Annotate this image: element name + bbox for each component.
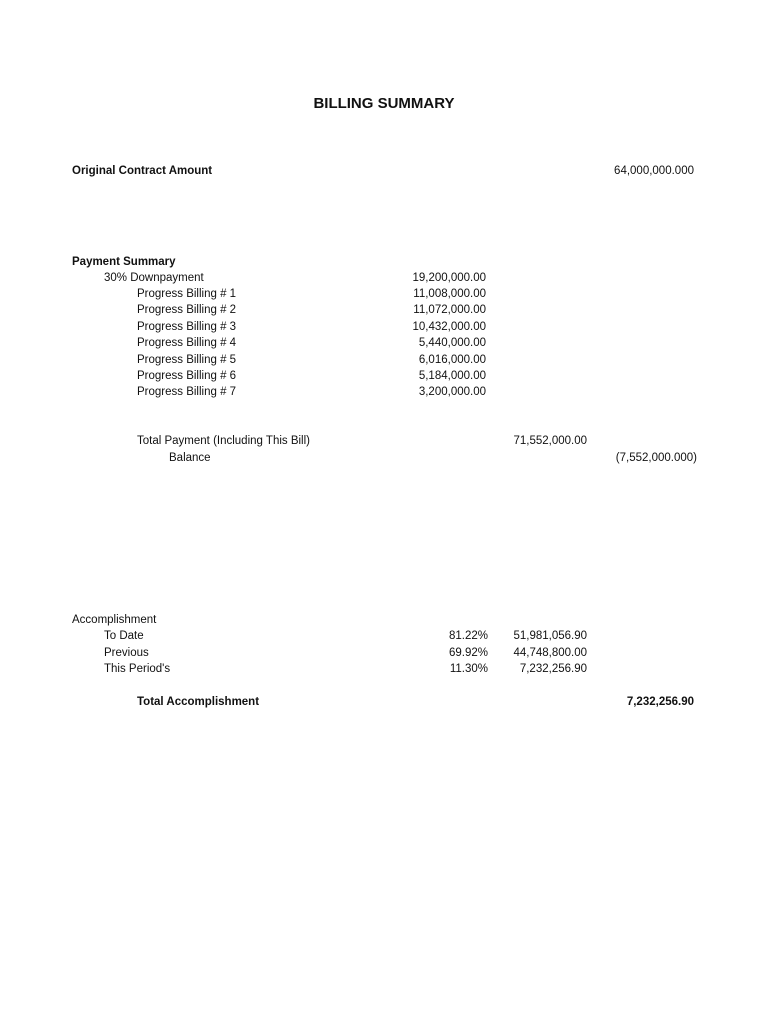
progress-billing-label: Progress Billing # 7 bbox=[137, 386, 237, 398]
total-payment-amount: 71,552,000.00 bbox=[513, 435, 587, 447]
progress-billing-label: Progress Billing # 3 bbox=[137, 321, 237, 333]
progress-billing-label: Progress Billing # 5 bbox=[137, 354, 237, 366]
progress-billing-label: Progress Billing # 4 bbox=[137, 337, 237, 349]
accomplishment-row-label: This Period's bbox=[104, 663, 171, 675]
downpayment-label: 30% Downpayment bbox=[104, 272, 204, 284]
progress-billing-label: Progress Billing # 6 bbox=[137, 370, 237, 382]
progress-billing-amount: 11,008,000.00 bbox=[413, 288, 486, 300]
balance-amount: (7,552,000.000) bbox=[615, 452, 697, 464]
balance-label: Balance bbox=[169, 452, 211, 464]
progress-billing-label: Progress Billing # 1 bbox=[137, 288, 237, 300]
accomplishment-row-percent: 81.22% bbox=[448, 630, 488, 642]
progress-billing-amount: 3,200,000.00 bbox=[418, 386, 486, 398]
accomplishment-row-percent: 69.92% bbox=[448, 647, 488, 659]
progress-billing-amount: 11,072,000.00 bbox=[413, 304, 486, 316]
contract-amount-value: 64,000,000.000 bbox=[614, 165, 694, 177]
payment-summary-heading: Payment Summary bbox=[72, 256, 176, 268]
total-accomplishment-amount: 7,232,256.90 bbox=[626, 696, 694, 708]
progress-billing-amount: 6,016,000.00 bbox=[418, 354, 486, 366]
page-title: BILLING SUMMARY bbox=[313, 95, 455, 112]
accomplishment-row-amount: 7,232,256.90 bbox=[519, 663, 587, 675]
progress-billing-label: Progress Billing # 2 bbox=[137, 304, 237, 316]
progress-billing-amount: 10,432,000.00 bbox=[412, 321, 486, 333]
accomplishment-row-percent: 11.30% bbox=[449, 663, 488, 675]
contract-amount-label: Original Contract Amount bbox=[72, 165, 213, 177]
downpayment-amount: 19,200,000.00 bbox=[412, 272, 486, 284]
progress-billing-amount: 5,440,000.00 bbox=[418, 337, 486, 349]
accomplishment-heading: Accomplishment bbox=[72, 614, 157, 626]
progress-billing-amount: 5,184,000.00 bbox=[418, 370, 486, 382]
total-accomplishment-label: Total Accomplishment bbox=[137, 696, 260, 708]
accomplishment-row-label: Previous bbox=[104, 647, 149, 659]
accomplishment-row-amount: 51,981,056.90 bbox=[513, 630, 587, 642]
accomplishment-row-label: To Date bbox=[104, 630, 144, 642]
accomplishment-row-amount: 44,748,800.00 bbox=[513, 647, 587, 659]
total-payment-label: Total Payment (Including This Bill) bbox=[137, 435, 310, 447]
